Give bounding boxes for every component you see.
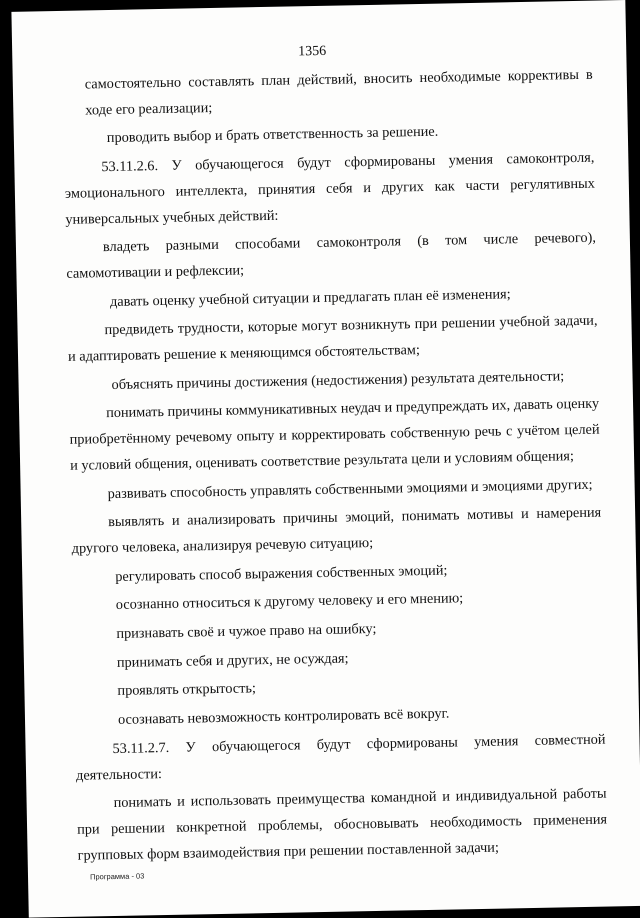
- paragraph-5: давать оценку учебной ситуации и предлагать план её изменения;: [109, 285, 511, 310]
- paragraph-12: осознанно относиться к другому человеку и его мнению;: [115, 590, 464, 614]
- paragraph-11: регулировать способ выражения собственных эмоций;: [115, 562, 448, 585]
- paragraph-4: владеть разными способами самоконтроля (в том числе речевого), самомотивации и рефлексии;: [66, 229, 597, 282]
- paragraph-17: 53.11.2.7. У обучающегося будут сформированы умения совместной деятельности:: [75, 731, 606, 784]
- paragraph-9: развивать способность управлять собственными эмоциями и эмоциями других;: [107, 476, 593, 502]
- paragraph-10: выявлять и анализировать причины эмоций, понимать мотивы и намерения другого человека, анализируя речевую ситуацию;: [71, 504, 602, 557]
- paragraph-8: понимать причины коммуникативных неудач и предупреждать их, давать оценку приобретённому речевому опыту и корректировать собственную речь с учётом целей и условий общения, оценивать соответствие результата цели и условиям общения;: [69, 396, 600, 474]
- paragraph-1: самостоятельно составлять план действий, вносить необходимые коррективы в ходе его реализации;: [84, 66, 593, 119]
- paragraph-7: объяснять причины достижения (недостижения) результата деятельности;: [111, 368, 565, 393]
- paragraph-16: осознавать невозможность контролировать всё вокруг.: [117, 705, 450, 729]
- paragraph-14: принимать себя и других, не осуждая;: [116, 650, 349, 671]
- page-number: 1356: [298, 43, 327, 60]
- paragraph-3: 53.11.2.6. У обучающегося будут сформированы умения самоконтроля, эмоционального интеллекта, принятия себя и других как части регулятивных универсальных учебных действий:: [64, 149, 595, 228]
- body-text: [63, 63, 608, 869]
- paragraph-18: понимать и использовать преимущества командной и индивидуальной работы при решении конкретной проблемы, обосновывать необходимость применения групповых форм взаимодействия при решении поставленной задачи;: [76, 785, 608, 864]
- paragraph-2: проводить выбор и брать ответственность за решение.: [106, 124, 439, 147]
- footer-program-label: Программа - 03: [89, 871, 145, 882]
- document-page: [11, 0, 640, 918]
- paragraph-13: признавать своё и чужое право на ошибку;: [116, 621, 377, 643]
- paragraph-6: предвидеть трудности, которые могут возникнуть при решении учебной задачи, и адаптировать решение к меняющимся обстоятельствам;: [67, 312, 598, 365]
- paragraph-15: проявлять открытость;: [117, 680, 257, 700]
